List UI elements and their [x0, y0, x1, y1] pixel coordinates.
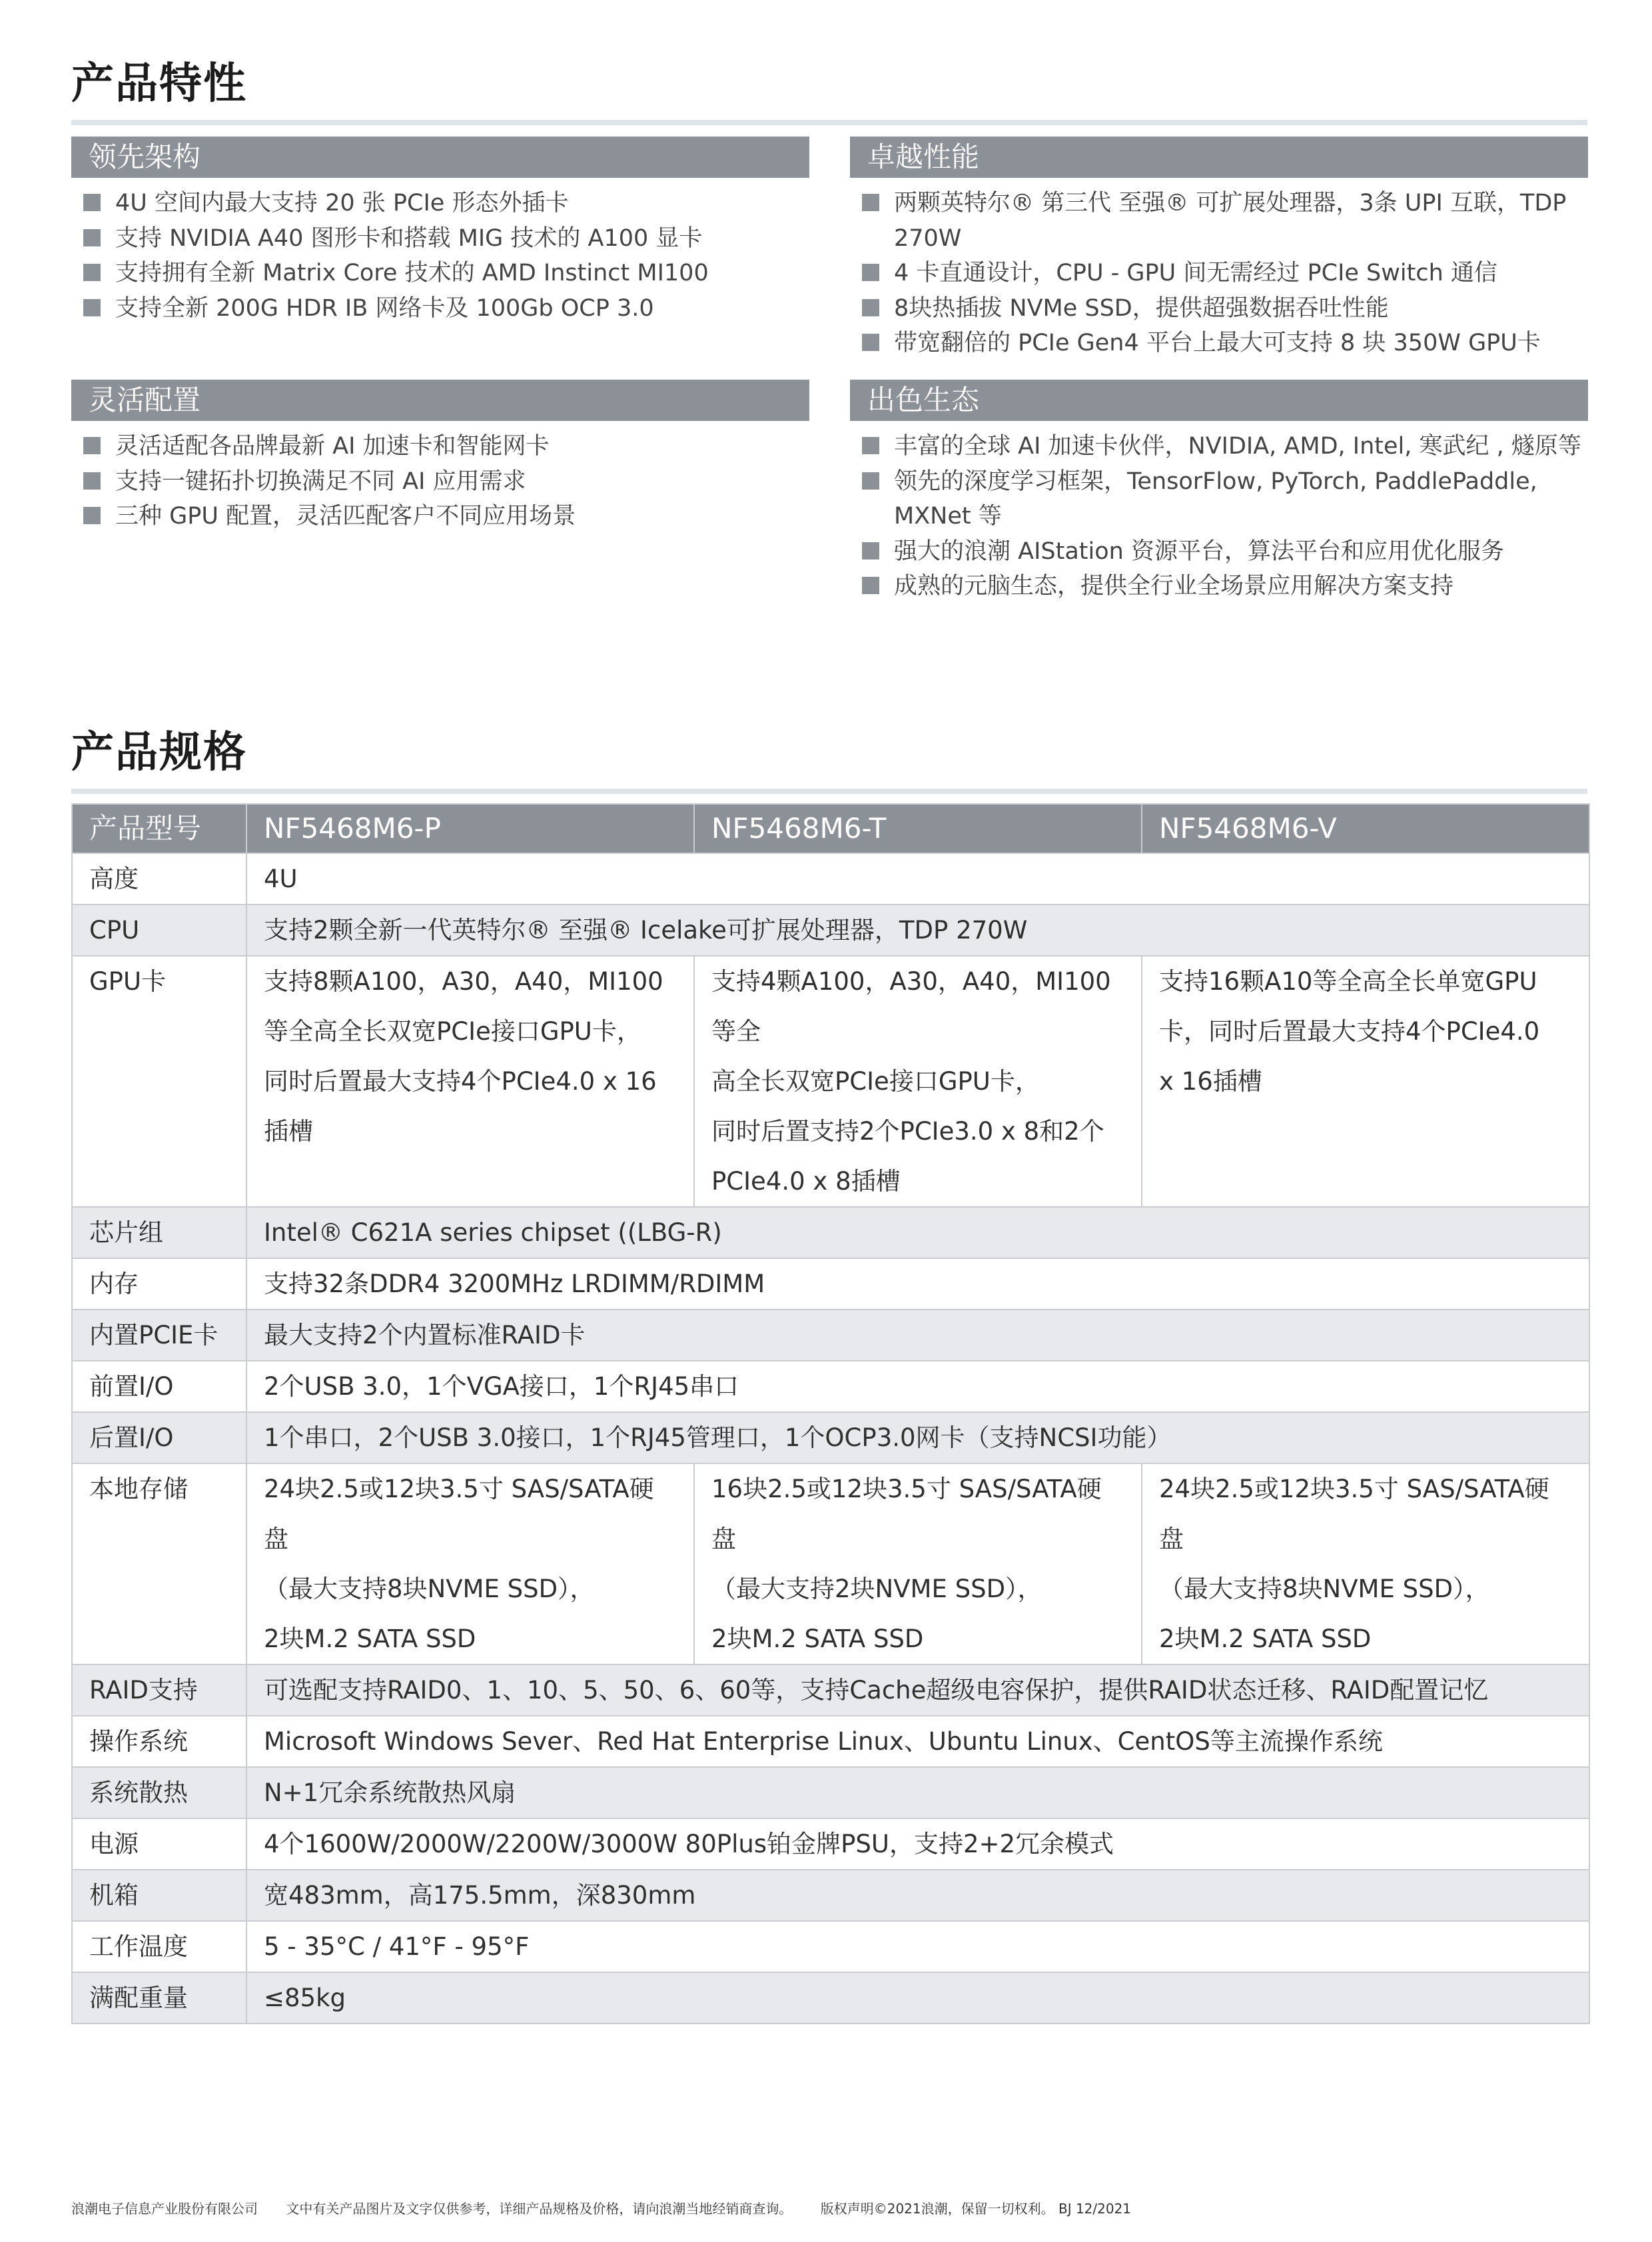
row-value: 5 - 35°C / 41°F - 95°F: [246, 1921, 1589, 1972]
row-value: 最大支持2个内置标准RAID卡: [246, 1309, 1589, 1361]
gpu-cell-p: 支持8颗A100，A30，A40，MI100 等全高全长双宽PCIe接口GPU卡， 同时后置最大支持4个PCIe4.0 x 16 插槽: [246, 956, 694, 1207]
feature-heading: 领先架构: [71, 137, 809, 178]
list-item: 带宽翻倍的 PCIe Gen4 平台上最大可支持 8 块 350W GPU卡: [850, 326, 1588, 361]
column-header-model: 产品型号: [72, 804, 246, 853]
footer-copyright: 版权声明©2021浪潮，保留一切权利。 BJ 12/2021: [820, 2201, 1132, 2217]
list-item: 支持 NVIDIA A40 图形卡和搭载 MIG 技术的 A100 显卡: [71, 221, 809, 256]
list-item: 丰富的全球 AI 加速卡伙伴，NVIDIA, AMD, Intel, 寒武纪 , 燧原等: [850, 429, 1588, 464]
row-label: 电源: [72, 1818, 246, 1870]
square-bullet-icon: [83, 507, 101, 524]
column-header-v: NF5468M6-V: [1142, 804, 1589, 853]
row-label: CPU: [72, 905, 246, 956]
square-bullet-icon: [83, 437, 101, 454]
table-row: [72, 1207, 1589, 1258]
feature-heading: 灵活配置: [71, 380, 809, 421]
row-value: Microsoft Windows Sever、Red Hat Enterprise Linux、Ubuntu Linux、CentOS等主流操作系统: [246, 1716, 1589, 1767]
row-value: N+1冗余系统散热风扇: [246, 1767, 1589, 1818]
table-row: [72, 1361, 1589, 1412]
square-bullet-icon: [83, 264, 101, 281]
feature-block-ecosystem: [850, 380, 1588, 604]
gpu-cell-t: 支持4颗A100，A30，A40，MI100等全 高全长双宽PCIe接口GPU卡， 同时后置支持2个PCIe3.0 x 8和2个 PCIe4.0 x 8插槽: [694, 956, 1142, 1207]
feature-list: [850, 429, 1588, 604]
table-row: [72, 1870, 1589, 1921]
storage-cell-t: 16块2.5或12块3.5寸 SAS/SATA硬盘 （最大支持2块NVME SSD）， 2块M.2 SATA SSD: [694, 1463, 1142, 1665]
table-row: [72, 1665, 1589, 1716]
list-item: 强大的浪潮 AIStation 资源平台，算法平台和应用优化服务: [850, 534, 1588, 569]
row-value: Intel® C621A series chipset ((LBG-R): [246, 1207, 1589, 1258]
page-footer: [71, 2198, 1155, 2217]
feature-block-leading-architecture: [71, 137, 809, 326]
row-label: 机箱: [72, 1870, 246, 1921]
table-header-row: [72, 804, 1589, 853]
row-value: ≤85kg: [246, 1972, 1589, 2024]
row-label: 高度: [72, 853, 246, 905]
list-item: 4U 空间内最大支持 20 张 PCIe 形态外插卡: [71, 186, 809, 221]
feature-list: [850, 186, 1588, 361]
list-item: 三种 GPU 配置，灵活匹配客户不同应用场景: [71, 499, 809, 534]
square-bullet-icon: [83, 472, 101, 490]
table-row: [72, 1716, 1589, 1767]
square-bullet-icon: [862, 264, 879, 281]
row-value: 宽483mm，高175.5mm，深830mm: [246, 1870, 1589, 1921]
spec-table: [71, 803, 1590, 2024]
storage-cell-v: 24块2.5或12块3.5寸 SAS/SATA硬盘 （最大支持8块NVME SSD）， 2块M.2 SATA SSD: [1142, 1463, 1589, 1665]
row-label: 内存: [72, 1258, 246, 1309]
table-row: [72, 1412, 1589, 1463]
table-row: [72, 853, 1589, 905]
footer-notice: 文中有关产品图片及文字仅供参考，详细产品规格及价格，请向浪潮当地经销商查询。: [286, 2201, 793, 2217]
row-label: 工作温度: [72, 1921, 246, 1972]
square-bullet-icon: [862, 334, 879, 351]
square-bullet-icon: [83, 194, 101, 211]
row-label: 内置PCIE卡: [72, 1309, 246, 1361]
specs-title: 产品规格: [71, 718, 1587, 794]
square-bullet-icon: [862, 437, 879, 454]
list-item: 支持全新 200G HDR IB 网络卡及 100Gb OCP 3.0: [71, 291, 809, 326]
row-value: 1个串口，2个USB 3.0接口，1个RJ45管理口，1个OCP3.0网卡（支持NCSI功能）: [246, 1412, 1589, 1463]
row-label: 前置I/O: [72, 1361, 246, 1412]
table-row: [72, 1818, 1589, 1870]
square-bullet-icon: [862, 299, 879, 316]
row-value: 4个1600W/2000W/2200W/3000W 80Plus铂金牌PSU，支持2+2冗余模式: [246, 1818, 1589, 1870]
square-bullet-icon: [862, 577, 879, 594]
list-item: 两颗英特尔® 第三代 至强® 可扩展处理器，3条 UPI 互联，TDP 270W: [850, 186, 1588, 256]
table-row: [72, 1767, 1589, 1818]
features-title: 产品特性: [71, 49, 1587, 125]
square-bullet-icon: [83, 229, 101, 246]
row-value: 2个USB 3.0，1个VGA接口，1个RJ45串口: [246, 1361, 1589, 1412]
table-row: [72, 956, 1589, 1207]
table-row: [72, 1921, 1589, 1972]
row-label: 操作系统: [72, 1716, 246, 1767]
feature-list: [71, 429, 809, 534]
row-value: 4U: [246, 853, 1589, 905]
table-row: [72, 1463, 1589, 1665]
square-bullet-icon: [862, 194, 879, 211]
row-label: 本地存储: [72, 1463, 246, 1665]
row-label: 系统散热: [72, 1767, 246, 1818]
feature-list: [71, 186, 809, 326]
table-row: [72, 1972, 1589, 2024]
list-item: 支持拥有全新 Matrix Core 技术的 AMD Instinct MI100: [71, 256, 809, 291]
feature-block-flexible-configuration: [71, 380, 809, 534]
gpu-cell-v: 支持16颗A10等全高全长单宽GPU 卡，同时后置最大支持4个PCIe4.0 x 16插槽: [1142, 956, 1589, 1207]
table-row: [72, 1258, 1589, 1309]
row-label: 满配重量: [72, 1972, 246, 2024]
row-label: 后置I/O: [72, 1412, 246, 1463]
feature-block-superior-performance: [850, 137, 1588, 361]
row-label: GPU卡: [72, 956, 246, 1207]
feature-heading: 出色生态: [850, 380, 1588, 421]
square-bullet-icon: [83, 299, 101, 316]
feature-heading: 卓越性能: [850, 137, 1588, 178]
list-item: 支持一键拓扑切换满足不同 AI 应用需求: [71, 464, 809, 500]
column-header-t: NF5468M6-T: [694, 804, 1142, 853]
row-value: 支持32条DDR4 3200MHz LRDIMM/RDIMM: [246, 1258, 1589, 1309]
footer-company: 浪潮电子信息产业股份有限公司: [71, 2201, 258, 2217]
table-row: [72, 905, 1589, 956]
row-value: 可选配支持RAID0、1、10、5、50、6、60等，支持Cache超级电容保护，提供RAID状态迁移、RAID配置记忆: [246, 1665, 1589, 1716]
list-item: 成熟的元脑生态，提供全行业全场景应用解决方案支持: [850, 569, 1588, 604]
column-header-p: NF5468M6-P: [246, 804, 694, 853]
table-row: [72, 1309, 1589, 1361]
list-item: 领先的深度学习框架，TensorFlow, PyTorch, PaddlePaddle, MXNet 等: [850, 464, 1588, 534]
list-item: 灵活适配各品牌最新 AI 加速卡和智能网卡: [71, 429, 809, 464]
row-label: 芯片组: [72, 1207, 246, 1258]
row-label: RAID支持: [72, 1665, 246, 1716]
square-bullet-icon: [862, 472, 879, 490]
list-item: 4 卡直通设计，CPU - GPU 间无需经过 PCIe Switch 通信: [850, 256, 1588, 291]
square-bullet-icon: [862, 542, 879, 560]
row-value: 支持2颗全新一代英特尔® 至强® Icelake可扩展处理器，TDP 270W: [246, 905, 1589, 956]
list-item: 8块热插拔 NVMe SSD，提供超强数据吞吐性能: [850, 291, 1588, 326]
storage-cell-p: 24块2.5或12块3.5寸 SAS/SATA硬盘 （最大支持8块NVME SSD）， 2块M.2 SATA SSD: [246, 1463, 694, 1665]
